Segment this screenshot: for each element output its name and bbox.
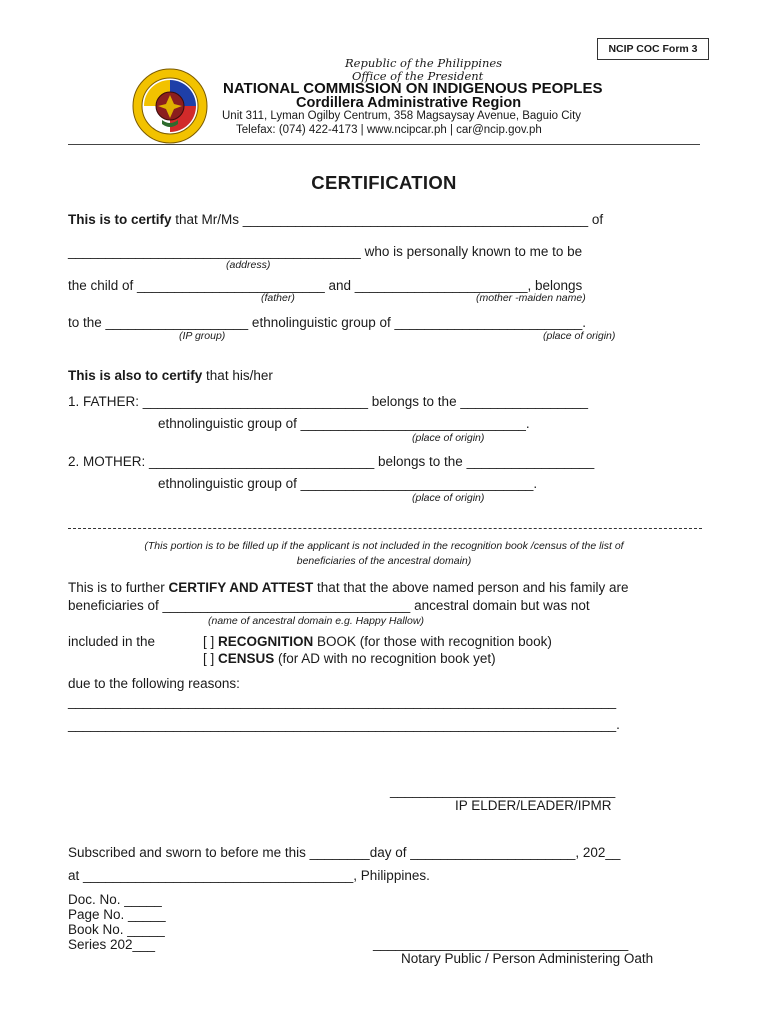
ncip-seal-logo — [132, 68, 208, 144]
book-no-field[interactable]: Book No. _____ — [68, 922, 165, 937]
address-hint: (address) — [226, 259, 271, 271]
also-certify-text: that his/her — [202, 368, 273, 383]
mother-ethno-field-line[interactable]: ethnolinguistic group of _______________________________. — [158, 476, 538, 491]
note-line-1: (This portion is to be filled up if the applicant is not included in the recognition book /census of the list of — [144, 540, 624, 552]
notary-label: Notary Public / Person Administering Oath — [401, 951, 654, 966]
father-hint: (father) — [261, 292, 295, 304]
doc-no-field[interactable]: Doc. No. _____ — [68, 892, 162, 907]
ancestral-domain-hint: (name of ancestral domain e.g. Happy Hallow) — [208, 615, 424, 627]
father-field-line[interactable]: 1. FATHER: ______________________________ belongs to the _________________ — [68, 394, 588, 409]
census-desc: (for AD with no recognition book yet) — [274, 651, 496, 666]
ancestral-domain-field-line[interactable]: beneficiaries of _________________________________ ancestral domain but was not — [68, 598, 590, 613]
attest-line — [68, 580, 629, 595]
name-field-line[interactable]: that Mr/Ms ______________________________________________ of — [171, 212, 604, 227]
note-line-2: beneficiaries of the ancestral domain) — [296, 555, 472, 567]
ip-group-hint: (IP group) — [179, 330, 226, 342]
reason-field-line-2[interactable]: _________________________________________________________________________. — [68, 717, 620, 732]
census-label: CENSUS — [218, 651, 275, 666]
census-option[interactable] — [203, 651, 496, 666]
header-divider — [68, 144, 700, 145]
also-certify-lead: This is also to certify — [68, 368, 203, 383]
series-field[interactable]: Series 202___ — [68, 937, 156, 952]
recognition-checkbox[interactable]: [ ] — [203, 634, 219, 649]
mother-origin-hint: (place of origin) — [412, 492, 485, 504]
certify-lead: This is to certify — [68, 212, 172, 227]
form-code-label: NCIP COC Form 3 — [597, 38, 709, 60]
page-title: CERTIFICATION — [311, 172, 457, 193]
notary-signature-line[interactable]: __________________________________ — [373, 936, 629, 951]
header-contact: Telefax: (074) 422-4173 | www.ncipcar.ph | car@ncip.gov.ph — [236, 124, 542, 136]
mother-hint: (mother -maiden name) — [476, 292, 586, 304]
attest-text-a: This is to further — [68, 580, 169, 595]
header-office: Office of the President — [352, 69, 484, 83]
mother-field-line[interactable]: 2. MOTHER: ______________________________ belongs to the _________________ — [68, 454, 595, 469]
also-certify-line — [68, 368, 273, 383]
address-field-line[interactable]: _______________________________________ who is personally known to me to be — [68, 244, 583, 259]
attest-text-b: that that the above named person and his family are — [313, 580, 629, 595]
header-republic: Republic of the Philippines — [345, 56, 503, 70]
header-address: Unit 311, Lyman Ogilby Centrum, 358 Magsaysay Avenue, Baguio City — [222, 110, 582, 122]
signature-line[interactable]: ______________________________ — [390, 783, 616, 798]
reason-field-line-1[interactable]: _________________________________________________________________________ — [68, 694, 617, 709]
section-divider — [68, 528, 702, 529]
included-label: included in the — [68, 634, 156, 649]
reasons-label: due to the following reasons: — [68, 676, 240, 691]
parents-field-line[interactable]: the child of _________________________ and _______________________, belongs — [68, 278, 583, 293]
recognition-desc: BOOK (for those with recognition book) — [313, 634, 552, 649]
page-no-field[interactable]: Page No. _____ — [68, 907, 166, 922]
census-checkbox[interactable]: [ ] — [203, 651, 219, 666]
header-region: Cordillera Administrative Region — [296, 95, 522, 111]
header-agency: NATIONAL COMMISSION ON INDIGENOUS PEOPLES — [223, 80, 603, 97]
signature-label: IP ELDER/LEADER/IPMR — [455, 798, 612, 813]
recognition-label: RECOGNITION — [218, 634, 314, 649]
father-origin-hint: (place of origin) — [412, 432, 485, 444]
certify-line-1 — [68, 212, 603, 227]
place-of-origin-hint: (place of origin) — [543, 330, 616, 342]
sworn-date-field-line[interactable]: Subscribed and sworn to before me this ________day of ______________________, 202__ — [68, 845, 621, 860]
ip-group-field-line[interactable]: to the ___________________ ethnolinguistic group of _________________________. — [68, 315, 586, 330]
recognition-book-option[interactable] — [203, 634, 552, 649]
sworn-place-field-line[interactable]: at ____________________________________, Philippines. — [68, 868, 430, 883]
father-ethno-field-line[interactable]: ethnolinguistic group of ______________________________. — [158, 416, 530, 431]
attest-bold: CERTIFY AND ATTEST — [168, 580, 314, 595]
